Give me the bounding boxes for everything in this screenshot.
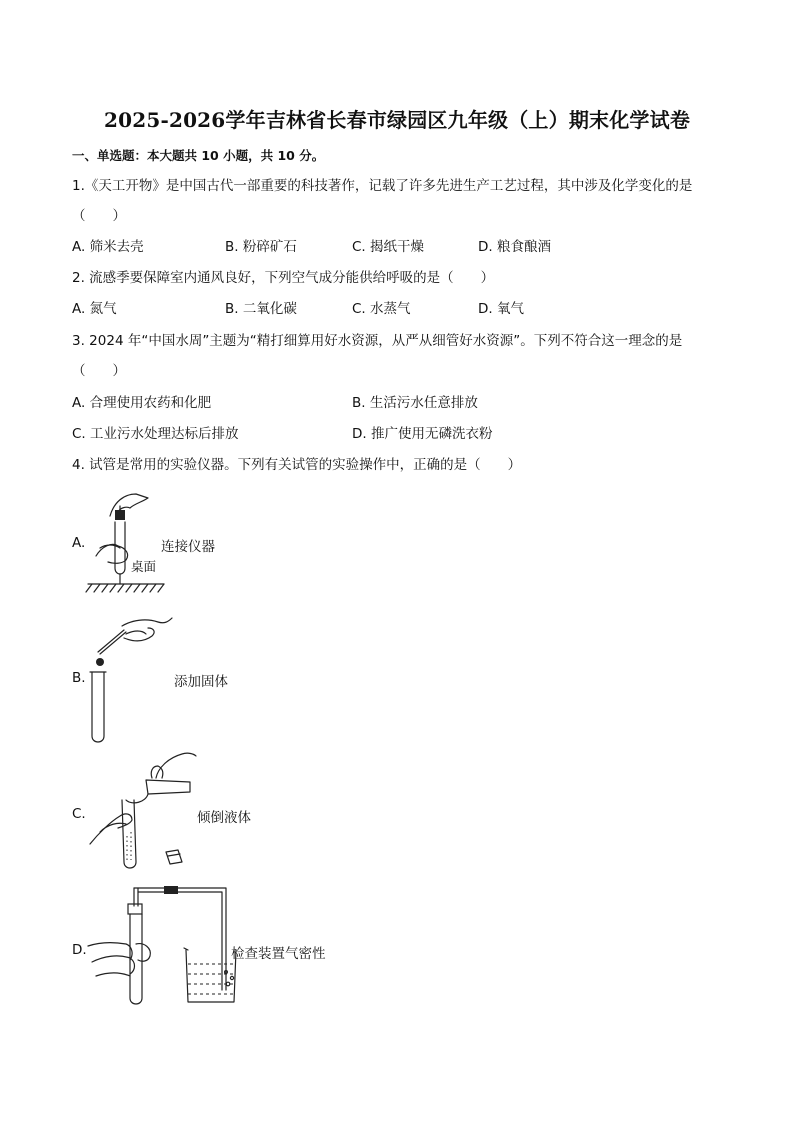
q3-option-b: B. 生活污水任意排放 — [352, 395, 478, 411]
q1-option-d: D. 粮食酿酒 — [478, 239, 551, 255]
q1-answer-bracket: （ ） — [72, 208, 126, 224]
q4-figure-d-caption: 检查装置气密性 — [231, 946, 326, 962]
figure-add-solid — [86, 612, 176, 744]
section-heading: 一、单选题：本大题共 10 小题，共 10 分。 — [72, 148, 325, 163]
q2-option-a: A. 氮气 — [72, 301, 117, 317]
q1-option-a: A. 筛米去壳 — [72, 239, 144, 255]
q4-figure-c-letter: C. — [72, 806, 86, 822]
q4-stem: 4. 试管是常用的实验仪器。下列有关试管的实验操作中，正确的是（ ） — [72, 457, 522, 473]
q1-stem: 1.《天工开物》是中国古代一部重要的科技著作，记载了许多先进生产工艺过程，其中涉及化学变化的是 — [72, 178, 693, 194]
figure-connect-apparatus — [86, 488, 166, 596]
q2-option-c: C. 水蒸气 — [352, 301, 411, 317]
q3-option-c: C. 工业污水处理达标后排放 — [72, 426, 239, 442]
q2-stem: 2. 流感季要保障室内通风良好，下列空气成分能供给呼吸的是（ ） — [72, 270, 495, 286]
q3-option-d: D. 推广使用无磷洗衣粉 — [352, 426, 493, 442]
figure-check-airtightness — [86, 884, 238, 1008]
q4-figure-a-letter: A. — [72, 535, 86, 551]
q4-figure-b-caption: 添加固体 — [174, 674, 228, 690]
exam-title: 2025-2026学年吉林省长春市绿园区九年级（上）期末化学试卷 — [103, 108, 691, 132]
q1-option-c: C. 揭纸干燥 — [352, 239, 425, 255]
q3-answer-bracket: （ ） — [72, 363, 126, 379]
q4-figure-a-desk-label: 桌面 — [131, 559, 157, 574]
q3-stem: 3. 2024 年“中国水周”主题为“精打细算用好水资源，从严从细管好水资源”。下列不符合这一理念的是 — [72, 333, 683, 349]
q2-option-b: B. 二氧化碳 — [225, 301, 297, 317]
q3-option-a: A. 合理使用农药和化肥 — [72, 395, 212, 411]
q4-figure-d-letter: D. — [72, 942, 87, 958]
q4-figure-b-letter: B. — [72, 670, 86, 686]
q2-option-d: D. 氧气 — [478, 301, 524, 317]
figure-pour-liquid — [86, 752, 196, 876]
q4-figure-c-caption: 倾倒液体 — [197, 810, 251, 826]
q1-option-b: B. 粉碎矿石 — [225, 239, 297, 255]
q4-figure-a-caption: 连接仪器 — [161, 539, 215, 555]
